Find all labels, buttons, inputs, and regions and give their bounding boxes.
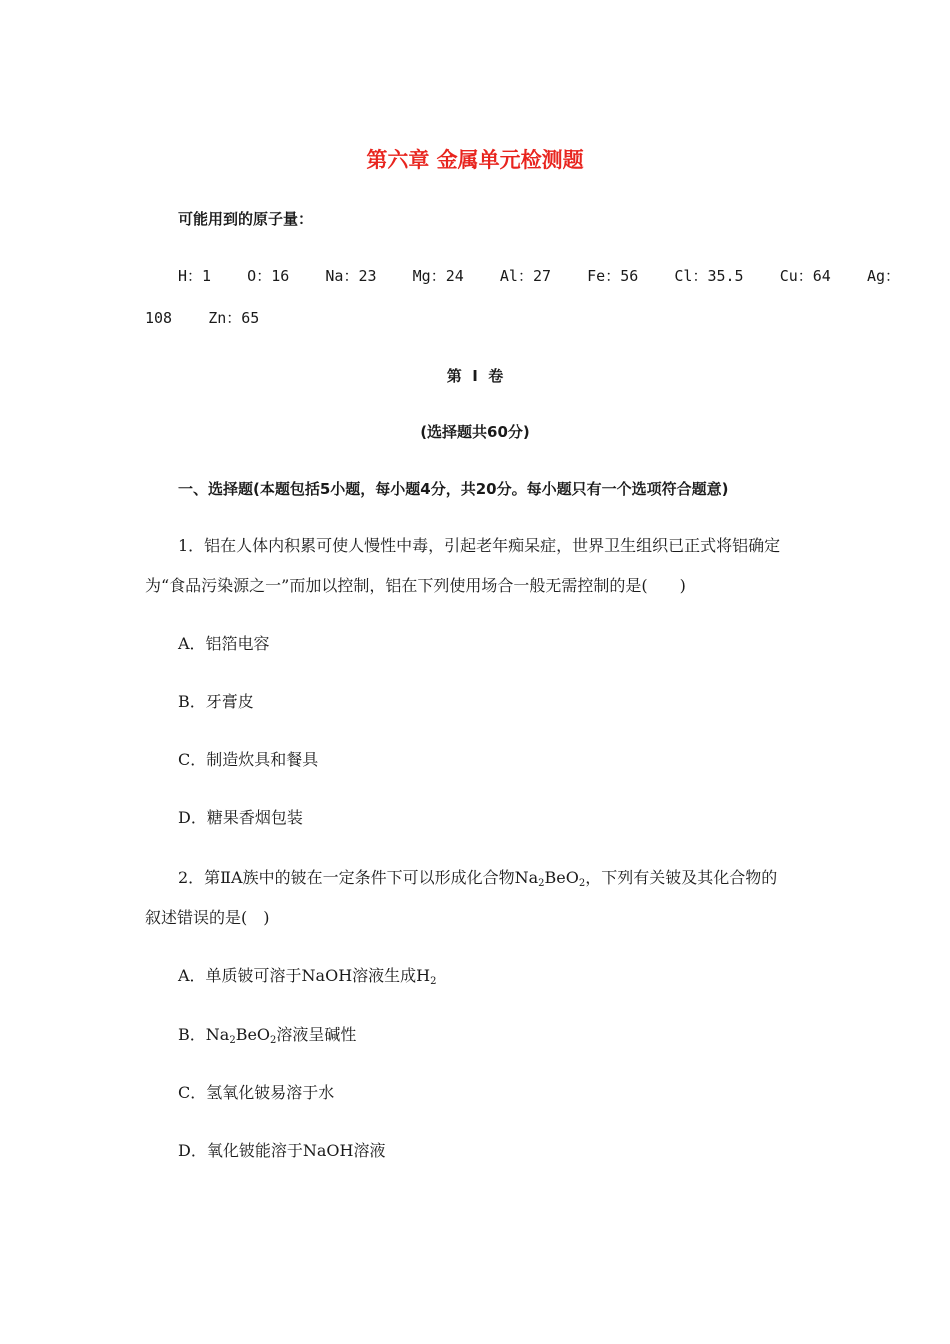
q2-stem-text-b: BeO — [544, 868, 579, 887]
q2-option-b-text-b: BeO — [235, 1025, 271, 1044]
document-title: 第六章 金属单元检测题 — [366, 148, 584, 172]
q2-stem-subscript-2: 2 — [578, 878, 586, 889]
question-1-option-c: C．制造炊具和餐具 — [178, 750, 319, 769]
q2-stem-text-a: 2．第ⅡA族中的铍在一定条件下可以形成化合物Na — [178, 868, 539, 887]
q2-option-b-text-a: B．Na — [178, 1025, 230, 1044]
q2-option-b-subscript-1: 2 — [229, 1035, 236, 1046]
question-1-stem-line-1: 1．铝在人体内积累可使人慢性中毒，引起老年痴呆症，世界卫生组织已正式将铝确定 — [178, 536, 781, 555]
q2-stem-text-c: ，下列有关铍及其化合物的 — [585, 868, 778, 887]
q2-option-b-subscript-2: 2 — [270, 1035, 277, 1046]
q2-option-a-subscript: 2 — [430, 976, 437, 987]
q2-option-a-text: A．单质铍可溶于NaOH溶液生成H — [178, 966, 431, 985]
question-1-option-b: B．牙膏皮 — [178, 692, 254, 711]
question-1-option-a: A．铝箔电容 — [178, 634, 270, 653]
question-1-stem-line-2: 为“食品污染源之一”而加以控制，铝在下列使用场合一般无需控制的是( ) — [145, 576, 686, 595]
question-2-option-d: D．氧化铍能溶于NaOH溶液 — [178, 1141, 386, 1160]
q2-option-b-text-c: 溶液呈碱性 — [276, 1025, 357, 1044]
atomic-masses-line-2: 108 Zn：65 — [145, 309, 260, 327]
question-2-stem-line-1 — [178, 868, 777, 888]
q2-stem-subscript-1: 2 — [538, 878, 545, 889]
section-heading: 一、选择题(本题包括5小题，每小题4分，共20分。每小题只有一个选项符合题意) — [178, 480, 729, 498]
atomic-mass-label: 可能用到的原子量： — [178, 210, 314, 228]
question-2-stem-line-2: 叙述错误的是( ) — [145, 908, 270, 927]
question-2-option-c: C．氢氧化铍易溶于水 — [178, 1083, 335, 1102]
atomic-masses-line-1: H：1 O：16 Na：23 Mg：24 Al：27 Fe：56 Cl：35.5 Cu：64 Ag： — [178, 267, 901, 285]
volume-subheading: (选择题共60分) — [420, 423, 530, 441]
question-2-option-a — [178, 966, 437, 986]
volume-heading: 第 I 卷 — [446, 367, 504, 385]
question-2-option-b — [178, 1025, 356, 1045]
question-1-option-d: D．糖果香烟包装 — [178, 808, 303, 827]
